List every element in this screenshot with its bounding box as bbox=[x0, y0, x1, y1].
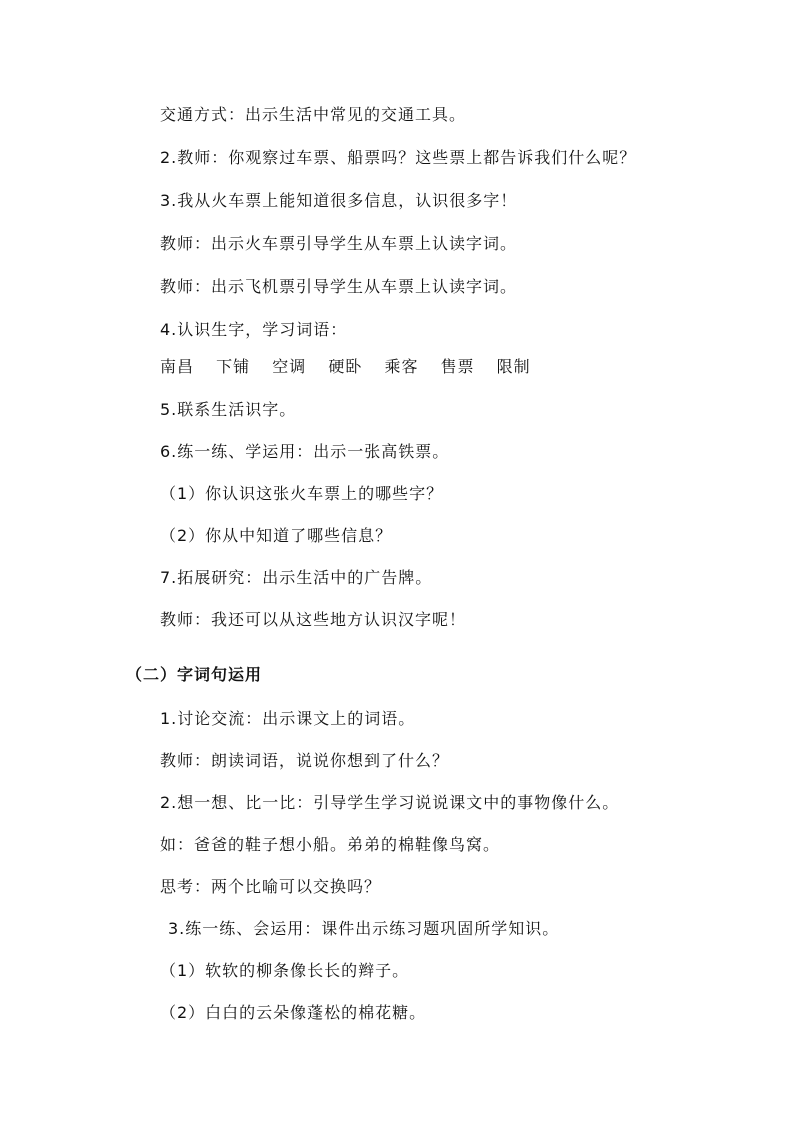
paragraph-line: 教师：出示火车票引导学生从车票上认读字词。 bbox=[160, 234, 518, 253]
paragraph-line: 1.讨论交流：出示课文上的词语。 bbox=[160, 709, 416, 728]
paragraph-line: 教师：出示飞机票引导学生从车票上认读字词。 bbox=[160, 277, 518, 296]
paragraph-line: 2.教师：你观察过车票、船票吗？这些票上都告诉我们什么呢？ bbox=[160, 148, 637, 167]
paragraph-line: （2）白白的云朵像蓬松的棉花糖。 bbox=[160, 1003, 427, 1022]
paragraph-line: 2.想一想、比一比：引导学生学习说说课文中的事物像什么。 bbox=[160, 793, 620, 812]
paragraph-line: 6.练一练、学运用：出示一张高铁票。 bbox=[160, 442, 450, 461]
vocabulary-list bbox=[160, 356, 547, 378]
paragraph-line: 3.练一练、会运用：课件出示练习题巩固所学知识。 bbox=[168, 919, 560, 938]
vocab-word: 硬卧 bbox=[328, 357, 363, 376]
vocab-word: 空调 bbox=[272, 357, 307, 376]
vocab-word: 下铺 bbox=[216, 357, 251, 376]
paragraph-line: 教师：朗读词语，说说你想到了什么？ bbox=[160, 751, 450, 770]
vocab-word: 南昌 bbox=[160, 357, 195, 376]
paragraph-line: （2）你从中知道了哪些信息？ bbox=[160, 526, 393, 545]
paragraph-line: 7.拓展研究：出示生活中的广告牌。 bbox=[160, 568, 433, 587]
paragraph-line: 交通方式：出示生活中常见的交通工具。 bbox=[160, 105, 467, 124]
paragraph-line: 5.联系生活识字。 bbox=[160, 400, 297, 419]
section-heading: （二）字词句运用 bbox=[126, 665, 263, 684]
paragraph-line: 教师：我还可以从这些地方认识汉字呢！ bbox=[160, 610, 467, 629]
paragraph-line: 如：爸爸的鞋子想小船。弟弟的棉鞋像鸟窝。 bbox=[160, 835, 501, 854]
paragraph-line: （1）软软的柳条像长长的辫子。 bbox=[160, 961, 410, 980]
paragraph-line: 4.认识生字，学习词语： bbox=[160, 320, 348, 339]
vocab-word: 售票 bbox=[440, 357, 475, 376]
vocab-word: 限制 bbox=[496, 357, 531, 376]
paragraph-line: 3.我从火车票上能知道很多信息，认识很多字！ bbox=[160, 191, 518, 210]
paragraph-line: 思考：两个比喻可以交换吗？ bbox=[160, 877, 382, 896]
vocab-word: 乘客 bbox=[384, 357, 419, 376]
paragraph-line: （1）你认识这张火车票上的哪些字？ bbox=[160, 484, 444, 503]
